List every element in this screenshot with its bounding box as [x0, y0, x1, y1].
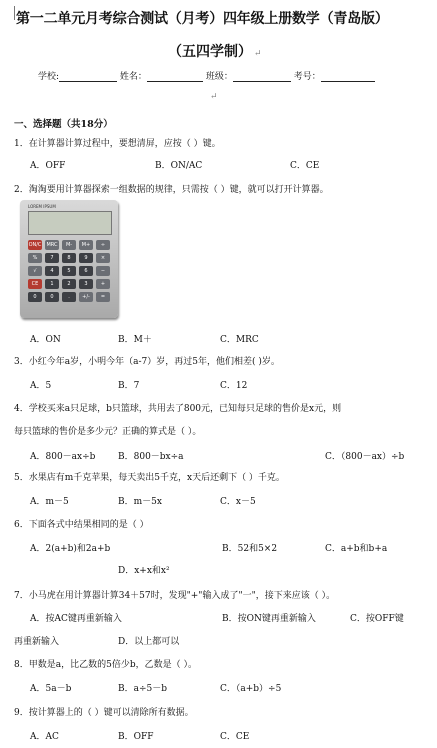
q8-option-b[interactable]: B．a÷5－b: [118, 684, 168, 694]
calc-key: 2: [62, 279, 76, 289]
class-label: 班级：: [205, 72, 233, 82]
q6-option-b[interactable]: B．52和5×2: [222, 544, 278, 554]
q6-option-a[interactable]: A．2(a+b)和2a+b: [30, 544, 111, 554]
q3-option-a[interactable]: A．5: [30, 381, 52, 391]
question-1: 1．在计算器计算过程中，要想清屏，应按（ ）键。: [14, 139, 221, 149]
question-9: 9．按计算器上的（ ）键可以清除所有数据。: [14, 708, 194, 718]
q9-option-b[interactable]: B．OFF: [118, 732, 154, 742]
paragraph-mark-icon: ↵: [254, 49, 262, 59]
school-blank[interactable]: [59, 71, 117, 82]
calc-key: 9: [79, 253, 93, 263]
student-info-line: [38, 69, 375, 82]
name-label: 姓名：: [119, 72, 147, 82]
q8-option-c[interactable]: C．（a+b）÷5: [220, 684, 282, 694]
calculator-screen: [28, 211, 112, 235]
q1-option-c[interactable]: C．CE: [290, 161, 320, 171]
calc-key: √: [28, 266, 42, 276]
q1-option-b[interactable]: B．ON/AC: [155, 161, 203, 171]
question-7: 7．小马虎在用计算器计算34＋57时，发现"+"输入成了"一"，接下来应该（ ）。: [14, 591, 336, 601]
q7-option-c[interactable]: C．按OFF键: [350, 614, 404, 624]
calc-key: 0: [45, 292, 59, 302]
calc-key: M+: [79, 240, 93, 250]
q9-option-c[interactable]: C．CE: [220, 732, 250, 742]
q9-option-a[interactable]: A．AC: [30, 732, 59, 742]
q5-option-c[interactable]: C．x－5: [220, 497, 256, 507]
question-6: 6．下面各式中结果相同的是（ ）: [14, 520, 149, 530]
q3-option-c[interactable]: C．12: [220, 381, 248, 391]
calc-key: 0: [28, 292, 42, 302]
q1-option-a[interactable]: A．OFF: [30, 161, 66, 171]
calc-key: +: [96, 279, 110, 289]
q2-option-a[interactable]: A．ON: [30, 335, 61, 345]
calc-key: .: [62, 292, 76, 302]
q4-option-b[interactable]: B．800－bx÷a: [118, 452, 184, 462]
section-heading: 一、选择题（共18分）: [14, 119, 113, 130]
calc-key: ON/C: [28, 242, 42, 248]
q7-option-d[interactable]: D．以上都可以: [118, 637, 180, 647]
calc-key: ÷: [96, 240, 110, 250]
calc-key: 4: [45, 266, 59, 276]
calculator-keypad: [28, 240, 110, 302]
calc-key: M-: [62, 240, 76, 250]
q7-option-b[interactable]: B．按ON键再重新输入: [222, 614, 316, 624]
q4-option-a[interactable]: A．800－ax÷b: [30, 452, 96, 462]
q8-option-a[interactable]: A．5a－b: [30, 684, 72, 694]
q2-option-b[interactable]: B．M＋: [118, 335, 152, 345]
paragraph-mark-icon: ↵: [210, 92, 218, 102]
calc-key: CE: [28, 279, 42, 289]
calc-key: 5: [62, 266, 76, 276]
document-title: 第一二单元月考综合测试（月考）四年级上册数学（青岛版）: [16, 11, 389, 27]
number-blank[interactable]: [321, 71, 375, 82]
q7-option-a[interactable]: A．按AC键再重新输入: [30, 614, 122, 624]
q5-option-b[interactable]: B．m－5x: [118, 497, 162, 507]
question-3: 3．小红今年a岁，小明今年（a-7）岁，再过5年，他们相差( )岁。: [14, 357, 280, 367]
calc-key: 3: [79, 279, 93, 289]
document-subtitle: （五四学制） ↵: [168, 44, 262, 60]
q3-option-b[interactable]: B．7: [118, 381, 140, 391]
q2-option-c[interactable]: C．MRC: [220, 335, 259, 345]
question-4: 4．学校买来a只足球，b只篮球，共用去了800元，已知每只足球的售价是x元，则: [14, 404, 342, 414]
q6-option-c[interactable]: C．a+b和b+a: [325, 544, 388, 554]
name-blank[interactable]: [147, 71, 203, 82]
question-2: 2．淘淘要用计算器探索一组数据的规律，只需按（ ）键，就可以打开计算器。: [14, 185, 329, 195]
calc-key: 1: [45, 279, 59, 289]
school-label: 学校:: [38, 72, 60, 82]
class-blank[interactable]: [233, 71, 291, 82]
number-label: 考号：: [293, 72, 321, 82]
q4-option-c[interactable]: C．（800－ax）÷b: [325, 452, 405, 462]
calc-key: 7: [45, 253, 59, 263]
calculator-image: [20, 200, 118, 318]
calc-key: 6: [79, 266, 93, 276]
calc-key: −: [96, 266, 110, 276]
calc-key: =: [96, 292, 110, 302]
question-5: 5．水果店有m千克苹果，每天卖出5千克，x天后还剩下（ ）千克。: [14, 473, 285, 483]
q6-option-d[interactable]: D．x+x和x²: [118, 566, 170, 576]
question-4-cont: 每只篮球的售价是多少元？正确的算式是（ ）。: [14, 427, 202, 437]
calc-key: %: [28, 253, 42, 263]
calc-key: 8: [62, 253, 76, 263]
question-8: 8．甲数是a，比乙数的5倍少b，乙数是（ ）。: [14, 660, 197, 670]
q5-option-a[interactable]: A．m－5: [30, 497, 69, 507]
calc-key: +/-: [79, 292, 93, 302]
calc-key: ×: [96, 253, 110, 263]
calculator-brand: LOREM IPSUM: [28, 204, 56, 209]
calc-key: MRC: [46, 242, 58, 248]
question-7-cont: 再重新输入: [14, 637, 60, 647]
